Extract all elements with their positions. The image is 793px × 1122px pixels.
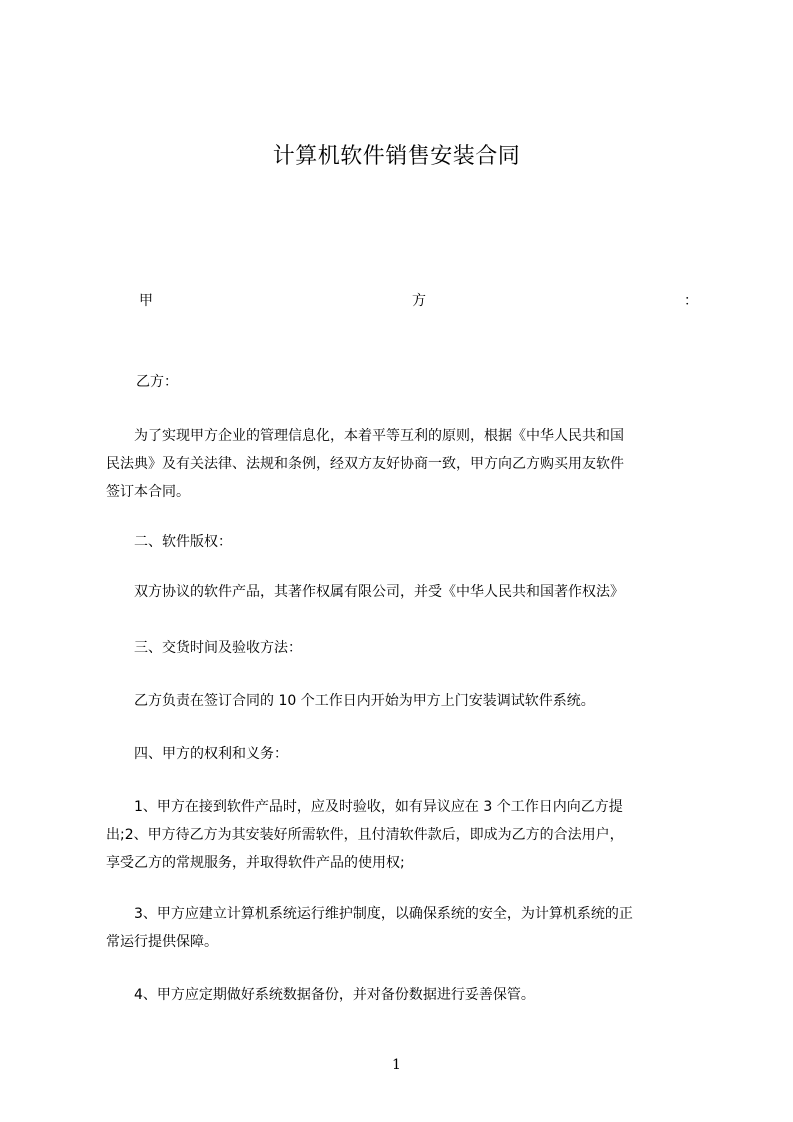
section-2-text: 双方协议的软件产品，其著作权属有限公司，并受《中华人民共和国著作权法》	[106, 584, 624, 600]
section-4-p1-line-2: 出;2、甲方待乙方为其安装好所需软件，且付清软件款后，即成为乙方的合法用户，	[106, 827, 624, 843]
section-4-p3-line-1: 3、甲方应建立计算机系统运行维护制度，以确保系统的安全，为计算机系统的正	[106, 906, 633, 922]
party-a-char-fang: 方	[412, 293, 426, 309]
section-4-p1-line-3: 享受乙方的常规服务，并取得软件产品的使用权;	[106, 855, 405, 871]
party-a-colon: ：	[684, 293, 698, 309]
section-4-heading: 四、甲方的权利和义务：	[106, 746, 288, 762]
section-4-paragraph-4: 4、甲方应定期做好系统数据备份，并对备份数据进行妥善保管。	[106, 987, 535, 1003]
document-title: 计算机软件销售安装合同	[272, 144, 521, 169]
intro-line-1: 为了实现甲方企业的管理信息化，本着平等互利的原则，根据《中华人民共和国	[106, 428, 624, 444]
section-4-p3-line-2: 常运行提供保障。	[106, 934, 218, 950]
intro-paragraph	[106, 422, 702, 506]
party-a-line	[139, 290, 698, 312]
section-3-text: 乙方负责在签订合同的 10 个工作日内开始为甲方上门安装调试软件系统。	[106, 693, 595, 709]
section-4-paragraph-1	[106, 793, 702, 877]
page-number: 1	[392, 1057, 401, 1073]
section-3-heading: 三、交货时间及验收方法：	[106, 640, 302, 656]
section-4-p1-line-1: 1、甲方在接到软件产品时，应及时验收，如有异议应在 3 个工作日内向乙方提	[106, 799, 623, 815]
section-4-paragraph-3	[106, 900, 702, 956]
intro-line-3: 签订本合同。	[106, 484, 190, 500]
section-2-heading: 二、软件版权：	[106, 534, 232, 550]
intro-line-2: 民法典》及有关法律、法规和条例，经双方友好协商一致，甲方向乙方购买用友软件	[106, 456, 624, 472]
party-a-char-jia: 甲	[139, 293, 153, 309]
party-b-line: 乙方：	[136, 374, 178, 390]
